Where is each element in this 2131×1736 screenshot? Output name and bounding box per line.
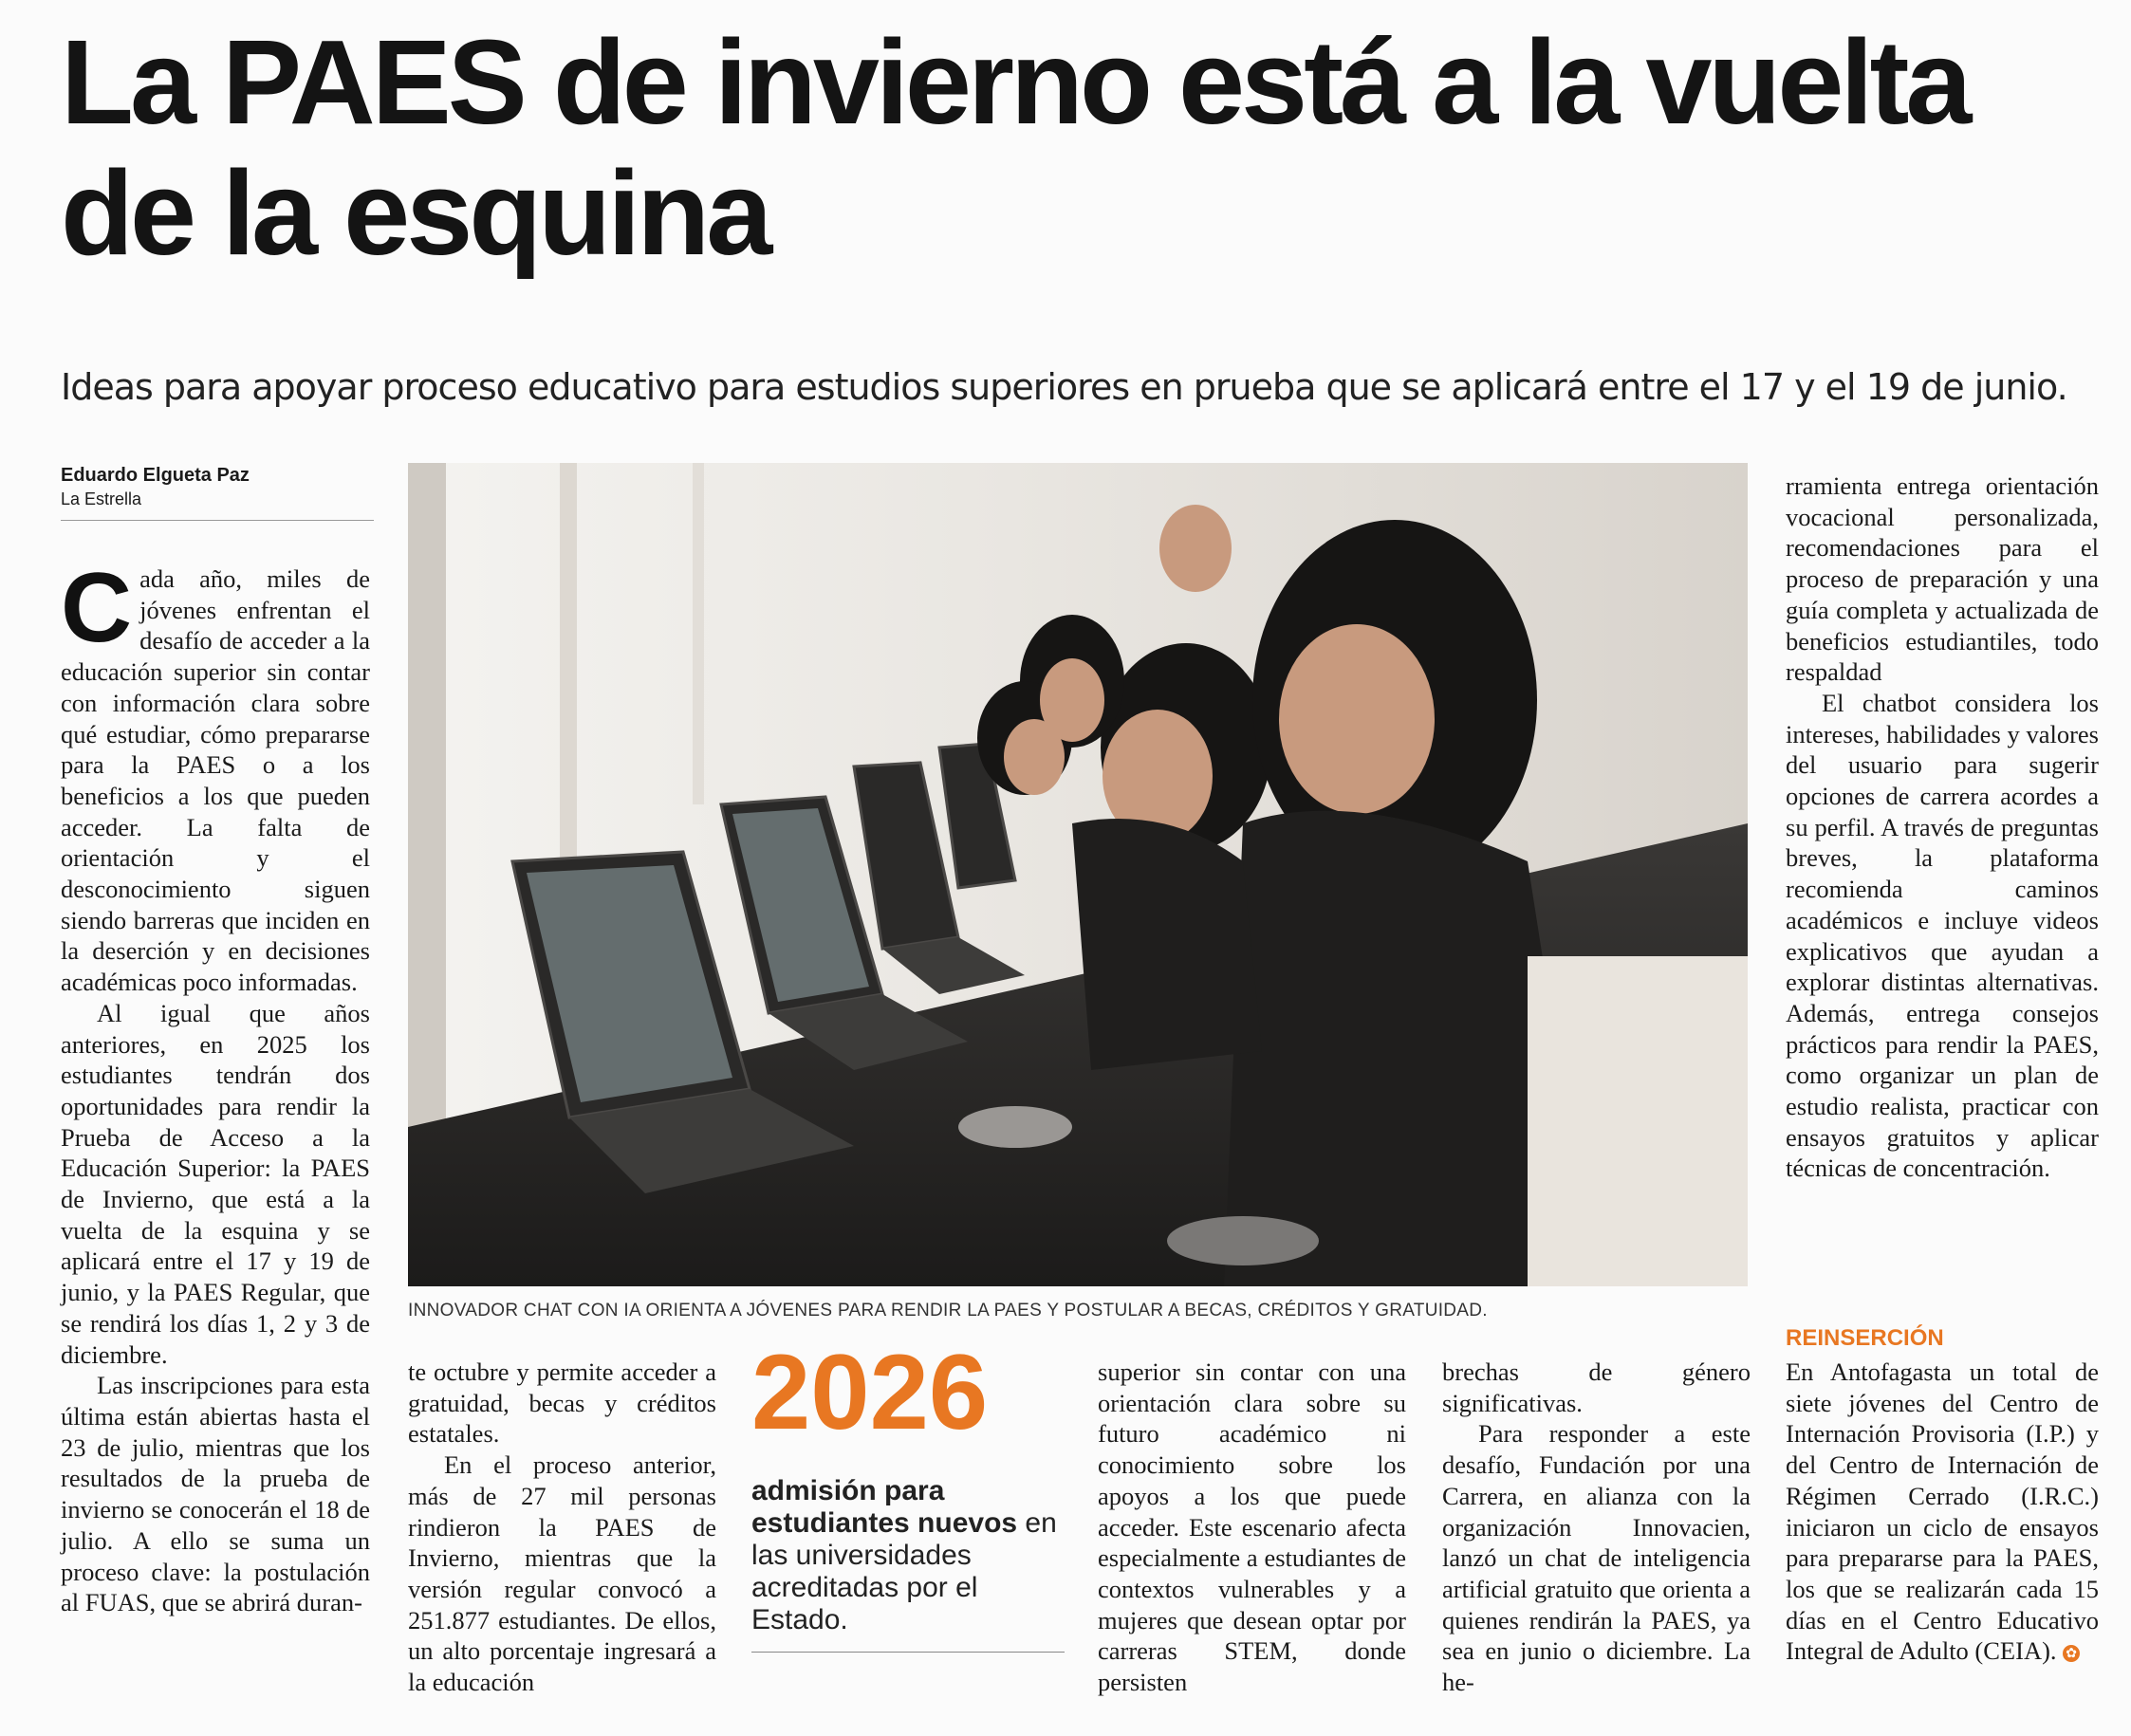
article-photo	[408, 463, 1748, 1286]
paragraph: superior sin contar con una orientación clara sobre su futuro académico ni conocimiento sobre los apoyos a los que puede acceder. Este escenario afecta especialmente a estudiantes de contextos vulnerables y a mujeres que desean optar por carreras STEM, donde persisten	[1098, 1357, 1406, 1697]
paragraph: rramienta entrega orientación vocacional personalizada, recomendaciones para el proceso de preparación y una guía completa y actualizada de beneficios estudiantiles, todo respaldad	[1786, 471, 2099, 687]
paragraph: brechas de género significativas.	[1442, 1357, 1751, 1417]
author-name: Eduardo Elgueta Paz	[61, 465, 250, 486]
body-column-3	[1098, 1357, 1406, 1698]
body-column-1	[61, 553, 370, 1618]
paragraph: En el proceso anterior, más de 27 mil personas rindieron la PAES de Invierno, mientras que la versión regular convocó a 251.877 estudiantes. De ellos, un alto porcentaje ingresará a la educación	[408, 1450, 716, 1697]
paragraph: Para responder a este desafío, Fundación por una Carrera, en alianza con la organización Innovacien, lanzó un chat de inteligencia artificial gratuito que orienta a quienes rendirán la PAES, ya sea en junio o diciembre. La he-	[1442, 1419, 1751, 1697]
paragraph: ada año, miles de jóvenes enfrentan el desafío de acceder a la educación superior sin contar con información clara sobre qué estudiar, cómo prepararse para la PAES o a los beneficios a los que pueden acceder. La falta de orientación y el desconocimiento siguen siendo barreras que inciden en la deserción y en decisiones académicas poco informadas.	[61, 564, 370, 997]
dropcap: C	[61, 553, 133, 663]
photo-caption: INNOVADOR CHAT CON IA ORIENTA A JÓVENES PARA RENDIR LA PAES Y POSTULAR A BECAS, CRÉDITOS Y GRATUIDAD.	[408, 1301, 1488, 1320]
outlet-name: La Estrella	[61, 489, 142, 508]
stat-description	[751, 1475, 1065, 1653]
sidebar-text	[1786, 1357, 2099, 1667]
sidebar-section-title: REINSERCIÓN	[1786, 1325, 1944, 1351]
stat-bold-text: admisión para estudiantes nuevos	[751, 1475, 1018, 1539]
sidebar-paragraph: En Antofagasta un total de siete jóvenes del Centro de Internación Provisoria (I.P.) y del Centro de Internación de Régimen Cerrado (I.R.C.) iniciaron un ciclo de ensayos para prepararse para la PAES, los que se realizarán cada 15 días en el Centro Educativo Integral de Adulto (CEIA).	[1786, 1357, 2099, 1666]
paragraph: Al igual que años anteriores, en 2025 los estudiantes tendrán dos oportunidades para rendir la Prueba de Acceso a la Educación Superior: la PAES de Invierno, que está a la vuelta de la esquina y se aplicará entre el 17 y 19 de junio, y la PAES Regular, que se rendirá los días 1, 2 y 3 de diciembre.	[61, 998, 370, 1369]
paragraph: te octubre y permite acceder a gratuidad, becas y créditos estatales.	[408, 1357, 716, 1449]
body-column-4	[1442, 1357, 1751, 1698]
paragraph: El chatbot considera los intereses, habilidades y valores del usuario para sugerir opciones de carrera acordes a su perfil. A través de preguntas breves, la plataforma recomienda caminos académicos e incluye videos explicativos que ayudan a explorar distintas alternativas. Además, entrega consejos prácticos para rendir la PAES, como organizar un plan de estudio realista, practicar con ensayos gratuitos y aplicar técnicas de concentración.	[1786, 688, 2099, 1183]
end-mark-icon: ✿	[2063, 1645, 2080, 1662]
stat-rest-text: en las universidades acreditadas por el Estado.	[751, 1507, 1057, 1635]
headline: La PAES de invierno está a la vuelta de la esquina	[61, 15, 1969, 280]
byline	[61, 463, 374, 521]
stat-number: 2026	[751, 1333, 989, 1451]
body-column-2	[408, 1357, 716, 1698]
body-column-5	[1786, 471, 2099, 1184]
deck-subtitle: Ideas para apoyar proceso educativo para estudios superiores en prueba que se aplicará entre el 17 y el 19 de junio.	[61, 366, 2067, 408]
paragraph: Las inscripciones para esta última están abiertas hasta el 23 de julio, mientras que los resultados de la prueba de invierno se conocerán el 18 de julio. A ello se suma un proceso clave: la postulación al FUAS, que se abrirá duran-	[61, 1371, 370, 1617]
